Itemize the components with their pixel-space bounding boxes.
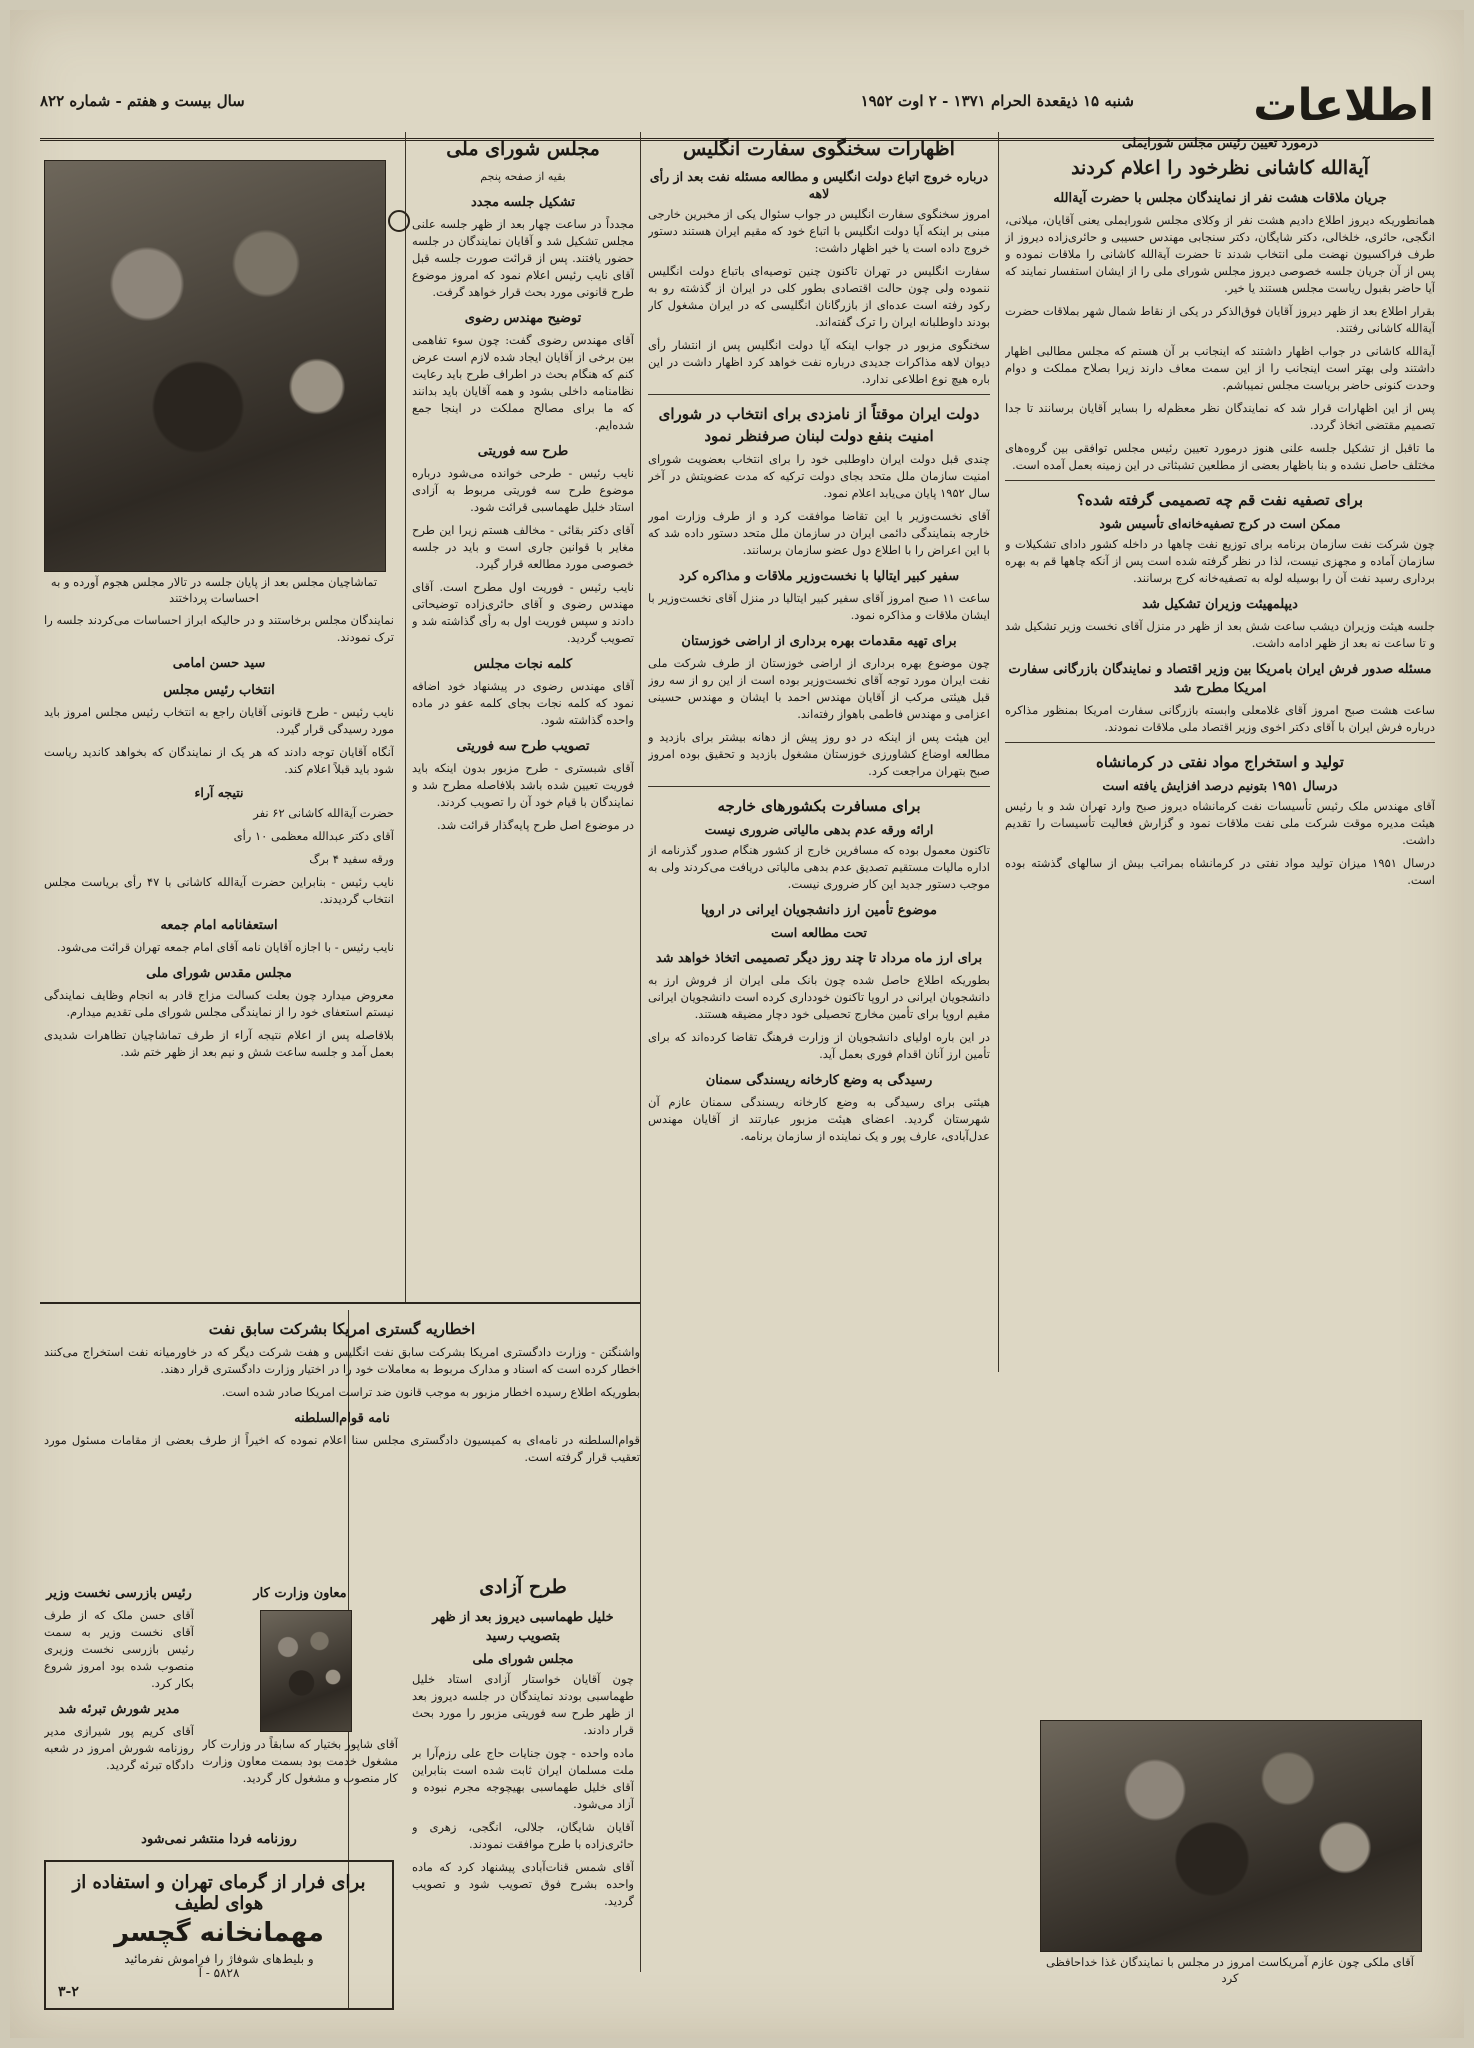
paragraph: این هیئت پس از اینکه در دو روز پیش از دهانه بیشتر برای بازدید و مطالعه اوضاع کشاورزی خوزستان مشغول بازدید و تحقیق بوده امروز صبح بتهران مراجعت کرد. <box>648 730 990 778</box>
paragraph: معروض میدارد چون بعلت کسالت مزاج قادر به انجام وظایف نمایندگی نیستم استعفای خود را از نمایندگی مجلس شورای ملی تقدیم میدارم. <box>44 988 394 1019</box>
person-name: سید حسن امامی <box>172 656 266 671</box>
paragraph: ماده واحده - چون جنایات حاج علی رزم‌آرا بر ملت مسلمان ایران ثابت شده است بنابراین آقای خلیل طهماسبی بهیچوجه مجرم نبوده و آزاد می‌شود. <box>412 1746 634 1811</box>
article-freedom-bill <box>412 1570 634 1990</box>
photo-maleki <box>1040 1720 1422 1952</box>
paragraph: آقای حسن ملک که از طرف آقای نخست وزیر به سمت رئیس بازرسی نخست وزیری منصوب شده بود امروز شروع بکار کرد. <box>44 1608 194 1690</box>
paragraph: ساعت هشت صبح امروز آقای غلامعلی وابسته بازرگانی سفارت امریکا بمنظور مذاکره درباره فرش ایران با آقای دکتر اخوی وزیر اقتصاد ملی ملاقات نمودند. <box>1005 703 1435 734</box>
photo-caption: آقای ملکی چون عازم آمریکاست امروز در مجلس با نمایندگان غذا خداحافظی کرد <box>1046 1955 1414 1985</box>
divider <box>1005 742 1435 743</box>
headline-majlis: مجلس شورای ملی <box>446 138 600 160</box>
paragraph: مجدداً در ساعت چهار بعد از ظهر جلسه علنی مجلس تشکیل شد و آقایان نمایندگان در جلسه حضور یافتند. پس از قرائت صورت جلسه قبل آقای نایب رئیس اعلام نمود که امروز موضوع طرح قانونی مورد بحث قرار خواهد گرفت. <box>412 217 634 299</box>
column-right <box>1005 132 1435 1712</box>
ad-headline: برای فرار از گرمای تهران و استفاده از هوای لطیف <box>72 1872 366 1914</box>
headline-carpet-export: مسئله صدور فرش ایران بامریکا بین وزیر اقتصاد و نمایندگان بازرگانی سفارت امریکا مطرح شد <box>1008 662 1432 696</box>
headline-mordad-currency: برای ارز ماه مرداد تا چند روز دیگر تصمیمی اتخاذ خواهد شد <box>655 951 983 966</box>
headline-speaker-election: انتخاب رئیس مجلس <box>163 683 275 698</box>
article-kicker: درمورد تعیین رئیس مجلس شورایملی <box>1121 135 1319 150</box>
vote-line: حضرت آیة‌الله کاشانی ۶۲ نفر <box>253 806 394 820</box>
headline-inspection: رئیس بازرسی نخست وزیر <box>46 1586 192 1601</box>
column-left <box>44 612 394 1262</box>
column-divider <box>640 132 641 1972</box>
notice-no-paper <box>44 1822 394 1852</box>
headline-labor-deputy: معاون وزارت کار <box>253 1586 347 1601</box>
headline-semnan-factory: رسیدگی به وضع کارخانه ریسندگی سمنان <box>705 1073 933 1088</box>
paragraph: بطوریکه اطلاع رسیده اخطار مزبور به موجب قانون ضد تراست امریکا صادر شده است. <box>221 1385 640 1399</box>
headline-razavi: توضیح مهندس رضوی <box>464 311 582 326</box>
paragraph: چون موضوع بهره برداری از اراضی خوزستان از طرف شرکت ملی نفت ایران مورد توجه آقای نخست‌وزیر بوده است از این رو از سه روز قبل هیئتی مرکب از آقایان مهندس احمد با ایشان و مهندس حسینی اعزامی و مهندس فاطمی باهواز رفته‌اند. <box>648 656 990 721</box>
paragraph: بطوریکه اطلاع حاصل شده چون بانک ملی ایران از فروش ارز به دانشجویان ایرانی در اروپا تاکنون خودداری کرده است دانشجویان ایرانی مقیم اروپا برای تأمین مخارج تحصیلی خود دچار مضیقه هستند. <box>648 973 990 1021</box>
photo-bakhtiar <box>260 1610 352 1732</box>
headline-travel-abroad: برای مسافرت بکشورهای خارجه <box>717 797 921 815</box>
paragraph: سفارت انگلیس در تهران تاکنون چنین توصیه‌ای باتباع دولت انگلیس ننموده ولی چون حالت اقتصادی بطور کلی در ایران از گذشته رو به رکود رفته است عده‌ای از بازرگانان انگلیسی که در ایران مشغول کار بودند داوطلبانه ایران را ترک گفته‌اند. <box>648 264 990 329</box>
headline-approval: تصویب طرح سه فوریتی <box>456 739 590 754</box>
headline-letter: مجلس مقدس شورای ملی <box>146 966 292 981</box>
paragraph: امروز سخنگوی سفارت انگلیس در جواب سئوال یکی از مخبرین خارجی مبنی بر اینکه آیا دولت انگلیس با اتباع خود که مقیم ایران هستند دستور خروج داده است یا خیر اظهار داشت: <box>648 207 990 255</box>
paragraph: آیة‌الله کاشانی در جواب اظهار داشتند که اینجانب بر آن هستم که مجلس مطالبی اظهار داشتند ولی بهتر است اینجانب را از این سمت معاف دارند زیرا بصلاح مملکت و دوام وحدت کنونی حاضر بریاست مجلس نمیباشم. <box>1005 344 1435 392</box>
advertisement-gachsar <box>44 1860 394 2010</box>
section-divider <box>40 1302 640 1304</box>
paragraph: آقای شمس قنات‌آبادی پیشنهاد کرد که ماده واحده بشرح فوق تصویب شود و تصویب گردید. <box>412 1860 634 1908</box>
ornament-icon <box>388 210 410 232</box>
headline-cabinet: دیپلمهیئت وزیران تشکیل شد <box>1142 597 1298 612</box>
paragraph: همانطوریکه دیروز اطلاع دادیم هشت نفر از وکلای مجلس شورایملی یعنی آقایان، میلانی، انگجی، حائری، خلخالی، دکتر شایگان، دکتر سنجابی مهندس حسیبی و حائری‌زاده دیروز از طرف فراکسیون نهضت ملی انتخاب شدند تا حضرت آیة‌الله کاشانی را ملاقات نموده و پس از آن جریان جلسه خصوصی دیروز مجلس شورای ملی را از ایشان استفسار نمایند که آیا حاضر بقبول ریاست مجلس هستند یا خیر. <box>1005 213 1435 295</box>
photo-caption: تماشاچیان مجلس بعد از پایان جلسه در تالار مجلس هجوم آورده و به احساسات پرداختند <box>50 575 378 605</box>
paragraph: چندی قبل دولت ایران داوطلبی خود را برای انتخاب بعضویت شورای امنیت سازمان ملل متحد بجای دولت ترکیه که مدت عضویتش در آخر سال ۱۹۵۲ پایان می‌یابد اعلام نمود. <box>648 452 990 500</box>
paragraph: نایب رئیس - فوریت اول مطرح است. آقای مهندس رضوی و آقای حائری‌زاده توضیحاتی دادند و سپس فوریت اول به رأی گذاشته شد و تصویب گردید. <box>412 580 634 645</box>
paragraph: نایب رئیس - طرح قانونی آقایان راجع به انتخاب رئیس مجلس امروز باید مورد رسیدگی قرار گیرد. <box>44 705 394 736</box>
paragraph: آقایان شایگان، جلالی، انگجی، زهری و حائری‌زاده با طرح موافقت نمودند. <box>412 1820 634 1851</box>
paragraph: بقرار اطلاع بعد از ظهر دیروز آقایان فوق‌الذکر در یکی از نقاط شمال شهر بملاقات حضرت آیة‌الله کاشانی رفتند. <box>1005 304 1435 335</box>
paragraph: آقای دکتر بقائی - مخالف هستم زیرا این طرح مغایر با قوانین جاری است و باید در جلسه خصوصی مورد مطالعه قرار گیرد. <box>412 523 634 571</box>
headline-british-embassy: اظهارات سخنگوی سفارت انگلیس <box>683 138 955 160</box>
paragraph: آقای مهندس رضوی در پیشنهاد خود اضافه نمود که کلمه نجات بجای کلمه عفو در ماده واحده گذاشته شود. <box>412 679 634 727</box>
paragraph: قوام‌السلطنه در نامه‌ای به کمیسیون دادگستری مجلس سنا اعلام نموده که اخیراً از طرف بعضی از مقامات مسئول مورد تعقیب قرار گرفته است. <box>44 1433 640 1464</box>
headline-us-warning: اخطاریه گستری امریکا بشرکت سابق نفت <box>208 1320 476 1338</box>
headline-three-urgency: طرح سه فوریتی <box>477 444 569 459</box>
article-us-warning <box>44 1310 640 1560</box>
labor-deputy-text <box>202 1736 398 1816</box>
column-majlis <box>412 132 634 1287</box>
headline-qom-refinery: برای تصفیه نفت قم چه تصمیمی گرفته شده؟ <box>1076 491 1364 509</box>
paragraph: سخنگوی مزبور در جواب اینکه آیا دولت انگلیس پس از انتشار رأی دیوان لاهه مذاکرات جدیدی درباره نفت خواهد کرد اظهار داشت در این باره هیچ نوع اطلاعی ندارد. <box>648 338 990 386</box>
paragraph: جلسه هیئت وزیران دیشب ساعت شش بعد از ظهر در منزل آقای نخست وزیر تشکیل شد و تا ساعت نه بعد از ظهر ادامه داشت. <box>1005 619 1435 650</box>
issue-number: سال بیست و هفتم - شماره ۸۲۲ <box>40 92 245 110</box>
subhead-british-embassy: درباره خروج اتباع دولت انگلیس و مطالعه مسئله نفت بعد از رأی لاهه <box>649 169 989 201</box>
continuation-note: بقیه از صفحه پنجم <box>480 170 566 183</box>
paragraph: نایب رئیس - با اجازه آقایان نامه آقای امام جمعه تهران قرائت می‌شود. <box>56 940 394 954</box>
subhead-session: تشکیل جلسه مجدد <box>470 195 576 210</box>
paragraph: پس از این اظهارات قرار شد که نمایندگان نظر معظم‌له را بسایر آقایان برسانند تا جدا تصمیم مقتضی اتخاذ گردد. <box>1005 401 1435 432</box>
paragraph: آقای کریم پور شیرازی مدیر روزنامه شورش امروز در شعبه دادگاه تبرئه گردید. <box>44 1724 194 1772</box>
headline-freedom-bill: طرح آزادی <box>479 1576 567 1598</box>
paragraph: در این باره اولیای دانشجویان از وزارت فرهنگ تقاضا کرده‌اند که برای تأمین ارز آنان اقدام فوری بعمل آید. <box>648 1030 990 1061</box>
headline-imam-jomeh: استعفانامه امام جمعه <box>160 918 278 933</box>
newspaper-logo: اطلاعات <box>1253 80 1434 131</box>
article-inspection <box>44 1576 194 1826</box>
headline-no-paper: روزنامه فردا منتشر نمی‌شود <box>141 1832 297 1847</box>
subhead-majlis: مجلس شورای ملی <box>472 1651 574 1666</box>
headline-italy-ambassador: سفیر کبیر ایتالیا با نخست‌وزیر ملاقات و مذاکره کرد <box>678 569 960 584</box>
ad-tagline: و بلیط‌های شوفاژ را فراموش نفرمائید <box>124 1952 314 1966</box>
subhead-kashani: جریان ملاقات هشت نفر از نمایندگان مجلس با حضرت آیة‌الله <box>1053 191 1387 206</box>
page-number: ۳-۲ <box>58 1984 79 2000</box>
paragraph: آقای شاپور بختیار که سابقاً در وزارت کار مشغول خدمت بود بسمت معاون وزارت کار منصوب و مشغول کار گردید. <box>202 1737 398 1785</box>
paragraph: تاکنون معمول بوده که مسافرین خارج از کشور هنگام صدور گذرنامه از اداره مالیات مستقیم تصدیق عدم بدهی مالیاتی دریافت می‌کردند ولی به موجب دستور جدید این کار ضروری نیست. <box>648 843 990 891</box>
headline-qavam: نامه قوام‌السلطنه <box>294 1411 390 1426</box>
headline-security-council: دولت ایران موقتاً از نامزدی برای انتخاب در شورای امنیت بنفع دولت لبنان صرفنظر نمود <box>658 405 980 445</box>
headline-khuzestan: برای تهیه مقدمات بهره برداری از اراضی خوزستان <box>681 634 957 649</box>
photo-majlis-crowd <box>44 160 386 572</box>
paragraph: نایب رئیس - طرحی خوانده می‌شود درباره موضوع طرح سه فوریتی مربوط به آزادی استاد خلیل طهماسبی قرائت شود. <box>412 466 634 514</box>
column-divider <box>998 132 999 1372</box>
headline-kashani: آیة‌الله کاشانی نظرخود را اعلام کردند <box>1071 157 1369 179</box>
headline-student-currency: موضوع تأمین ارز دانشجویان ایرانی در اروپا <box>700 903 937 918</box>
divider <box>648 786 990 787</box>
votes-title: نتیجه آراء <box>194 785 244 800</box>
dateline: شنبه ۱۵ ذیقعدة الحرام ۱۳۷۱ - ۲ اوت ۱۹۵۲ <box>860 92 1134 110</box>
ad-phone: ۵۸۲۸ - آ <box>198 1966 240 1980</box>
subhead-kermanshah-oil: درسال ۱۹۵۱ بتونیم درصد افزایش یافته است <box>1102 778 1338 793</box>
paragraph: نایب رئیس - بنابراین حضرت آیة‌الله کاشانی با ۴۷ رأی بریاست مجلس انتخاب گردیدند. <box>44 875 394 906</box>
paragraph: آنگاه آقایان توجه دادند که هر یک از نمایندگان که بخواهد کاندید ریاست شود باید قبلاً اعلام کند. <box>44 745 394 776</box>
paragraph: بلافاصله پس از اعلام نتیجه آراء از طرف تماشاچیان تظاهرات شدیدی بعمل آمد و جلسه ساعت شش و نیم بعد از ظهر ختم شد. <box>44 1028 394 1059</box>
ad-hotel-name: مهمانخانه گچسر <box>114 1918 324 1948</box>
vote-line: آقای دکتر عبدالله معظمی ۱۰ رأی <box>233 829 394 843</box>
paragraph: آقای مهندس رضوی گفت: چون سوء تفاهمی بین برخی از آقایان ایجاد شده لازم است عرض کنم که هنگام بحث در اطراف طرح باید رعایت نظامنامه داخلی بشود و همه آقایان باید بدانند که ما برای مصالح مملکت در اینجا جمع شده‌ایم. <box>412 333 634 432</box>
paragraph: ما تاقبل از تشکیل جلسه علنی هنوز درمورد تعیین رئیس مجلس توافقی بین گروه‌های مختلف حاصل نشده و بنا باظهار بعضی از مطلعین تشبثاتی در این زمینه بعمل آمده است. <box>1005 441 1435 472</box>
paragraph: نمایندگان مجلس برخاستند و در حالیکه ابراز احساسات می‌کردند جلسه را ترک نمودند. <box>44 613 394 644</box>
column-center-right <box>648 132 990 1972</box>
paragraph: آقای شبستری - طرح مزبور بدون اینکه باید فوریت تعیین شده باشد بلافاصله مطرح شد و نمایندگان با قیام خود آن را تصویب کردند. <box>412 761 634 809</box>
paragraph: آقای مهندس ملک رئیس تأسیسات نفت کرمانشاه دیروز صبح وارد تهران شد و با رئیس هیئت مدیره موقت شرکت ملی نفت ملاقات نمود و گزارش فعالیت تأسیسات را تقدیم داشت. <box>1005 799 1435 847</box>
vote-line: ورقه سفید ۴ برگ <box>309 852 394 866</box>
divider <box>648 394 990 395</box>
paragraph: چون آقایان خواستار آزادی استاد خلیل طهماسبی بودند نمایندگان در جلسه دیروز بعد از ظهر طرح سه فوریتی مزبور را مورد بحث قرار دادند. <box>412 1672 634 1737</box>
divider <box>1005 480 1435 481</box>
subhead-travel-abroad: ارائه ورقه عدم بدهی مالیاتی ضروری نیست <box>704 822 934 837</box>
paragraph: هیئتی برای رسیدگی به وضع کارخانه ریسندگی سمنان عازم آن شهرستان گردید. اعضای هیئت مزبور عبارتند از آقایان مهندس عدل‌آبادی، عارف پور و یک نماینده از سازمان برنامه. <box>648 1095 990 1143</box>
subhead-student-currency: تحت مطالعه است <box>770 925 868 940</box>
paragraph: چون شرکت نفت سازمان برنامه برای توزیع نفت چاهها در داخله کشور دادای تشکیلات و سازمان آماده و مجهزی نیست، لذا در نظر گرفته شده است پس از آنکه چاهها قم به بهره برداری رسید نفت آن را بوسیله لوله به تصفیه‌خانه کرج برسانند. <box>1005 537 1435 585</box>
newspaper-page <box>10 10 1464 2038</box>
paragraph: درسال ۱۹۵۱ میزان تولید مواد نفتی در کرمانشاه بمراتب بیش از سالهای گذشته بوده است. <box>1005 856 1435 887</box>
paragraph: ساعت ۱۱ صبح امروز آقای سفیر کبیر ایتالیا در منزل آقای نخست‌وزیر با ایشان ملاقات و مذاکره نمود. <box>648 591 990 622</box>
headline-shorash: مدیر شورش تبرئه شد <box>58 1702 180 1717</box>
headline-kermanshah-oil: تولید و استخراج مواد نفتی در کرمانشاه <box>1096 753 1344 771</box>
subhead-freedom-bill: خلیل طهماسبی دیروز بعد از ظهر بتصویب رسید <box>432 1610 614 1644</box>
headline-word-rescue: کلمه نجات مجلس <box>473 657 573 672</box>
subhead-qom-refinery: ممکن است در کرج تصفیه‌خانه‌ای تأسیس شود <box>1099 516 1341 531</box>
paragraph: آقای نخست‌وزیر با این تقاضا موافقت کرد و از طرف وزارت امور خارجه بنمایندگی دائمی ایران در سازمان ملل متحد دستور داده شد که با این اعراض را با اطلاع دول عضو سازمان برسانند. <box>648 509 990 557</box>
column-divider <box>405 132 406 1302</box>
paragraph: در موضوع اصل طرح پایه‌گذار قرائت شد. <box>436 818 634 832</box>
paragraph: واشنگتن - وزارت دادگستری امریکا بشرکت سابق نفت انگلیس و هفت شرکت دیگر که در خاورمیانه نفت استخراج می‌کنند اخطار کرده است که اسناد و مدارک مربوط به معاملات خود را در اختیار وزارت دادگستری قرار دهند. <box>44 1345 640 1376</box>
